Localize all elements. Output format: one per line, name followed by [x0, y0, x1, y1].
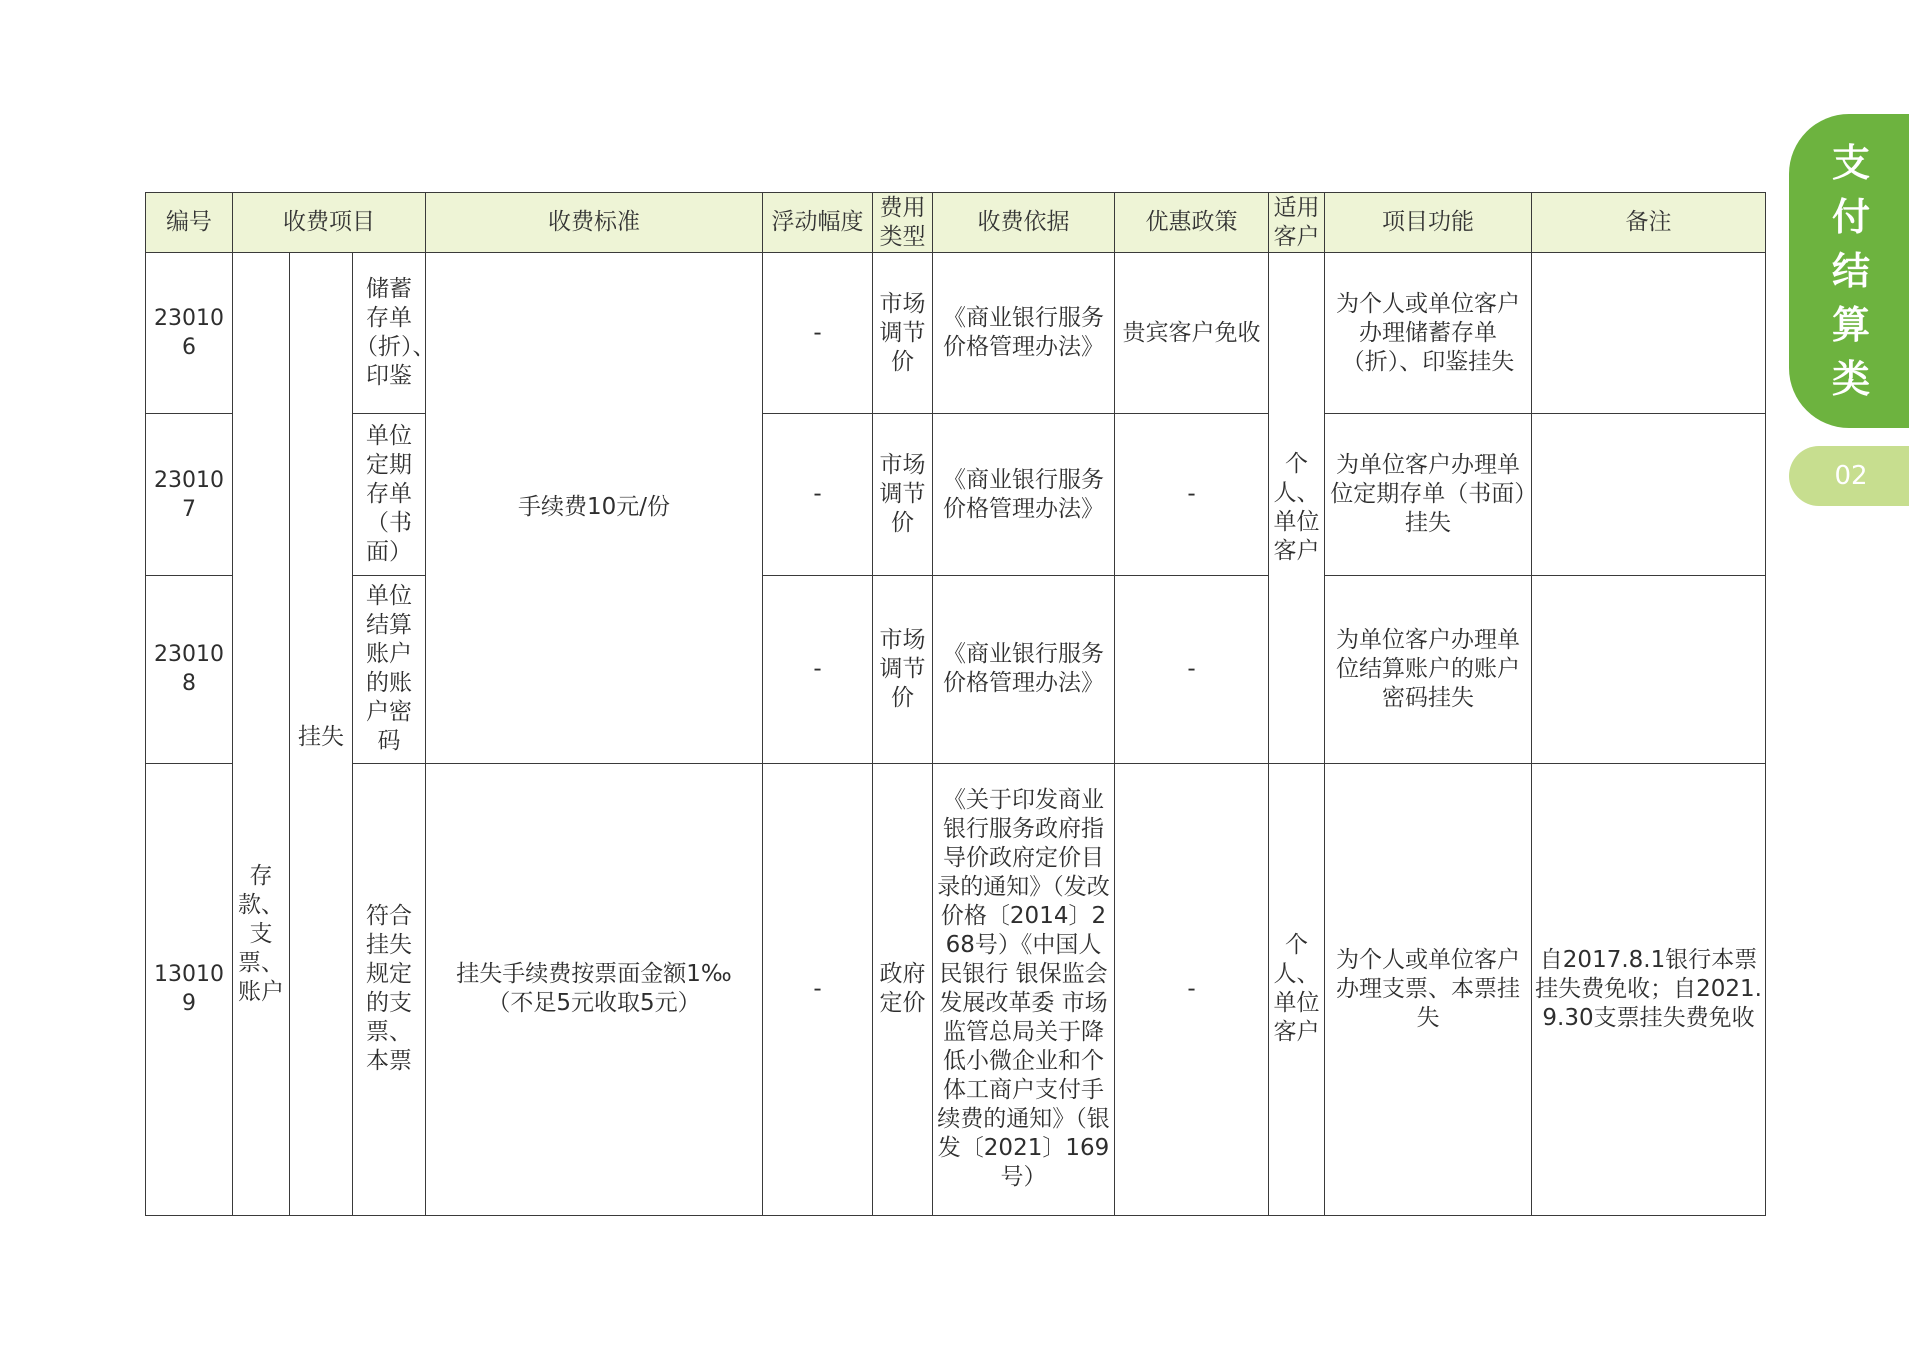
table-row [146, 763, 1766, 1216]
header-preferential: 优惠政策 [1115, 193, 1269, 253]
table-header-row [146, 193, 1766, 253]
cell-customer: 个人、单位客户 [1269, 253, 1325, 764]
cell-fee-type: 市场调节价 [873, 414, 933, 576]
header-code: 编号 [146, 193, 233, 253]
cell-customer: 个人、单位客户 [1269, 763, 1325, 1216]
cell-basis: 《关于印发商业银行服务政府指导价政府定价目录的通知》（发改价格〔2014〕268号）《中国人民银行 银保监会 发展改革委 市场监管总局关于降低小微企业和个体工商户支付手续费的通知》（银发〔2021〕169号） [933, 763, 1115, 1216]
cell-remark: 自2017.8.1银行本票挂失费免收；自2021.9.30支票挂失费免收 [1532, 763, 1766, 1216]
cell-code: 230106 [146, 253, 233, 414]
header-function: 项目功能 [1325, 193, 1532, 253]
header-standard: 收费标准 [426, 193, 763, 253]
cell-detail: 单位结算账户的账户密码 [353, 576, 426, 763]
chapter-char: 结 [1831, 249, 1870, 293]
cell-fee-type: 市场调节价 [873, 253, 933, 414]
cell-sub-item: 挂失 [290, 253, 353, 1216]
table-row [146, 253, 1766, 414]
cell-float: - [763, 253, 873, 414]
cell-code: 130109 [146, 763, 233, 1216]
cell-detail: 单位定期存单（书面） [353, 414, 426, 576]
cell-basis: 《商业银行服务价格管理办法》 [933, 576, 1115, 763]
fee-table [145, 192, 1766, 1216]
cell-remark [1532, 576, 1766, 763]
cell-detail: 符合挂失规定的支票、本票 [353, 763, 426, 1216]
header-basis: 收费依据 [933, 193, 1115, 253]
cell-preferential: - [1115, 576, 1269, 763]
cell-preferential: 贵宾客户免收 [1115, 253, 1269, 414]
cell-standard: 挂失手续费按票面金额1‰（不足5元收取5元） [426, 763, 763, 1216]
cell-remark [1532, 253, 1766, 414]
cell-standard: 手续费10元/份 [426, 253, 763, 764]
chapter-tab [1789, 114, 1909, 428]
cell-group-item: 存款、支票、账户 [233, 253, 290, 1216]
chapter-char: 类 [1831, 357, 1870, 401]
cell-function: 为个人或单位客户办理支票、本票挂失 [1325, 763, 1532, 1216]
cell-basis: 《商业银行服务价格管理办法》 [933, 253, 1115, 414]
table-row [146, 576, 1766, 763]
cell-detail: 储蓄存单（折）、印鉴 [353, 253, 426, 414]
cell-fee-type: 市场调节价 [873, 576, 933, 763]
cell-preferential: - [1115, 414, 1269, 576]
header-fee-type: 费用类型 [873, 193, 933, 253]
cell-code: 230107 [146, 414, 233, 576]
cell-float: - [763, 763, 873, 1216]
cell-preferential: - [1115, 763, 1269, 1216]
chapter-char: 算 [1831, 303, 1870, 347]
header-remark: 备注 [1532, 193, 1766, 253]
page-number: 02 [1789, 446, 1909, 506]
cell-basis: 《商业银行服务价格管理办法》 [933, 414, 1115, 576]
header-item: 收费项目 [233, 193, 426, 253]
table-row [146, 414, 1766, 576]
chapter-char: 付 [1831, 195, 1870, 239]
cell-fee-type: 政府定价 [873, 763, 933, 1216]
cell-code: 230108 [146, 576, 233, 763]
header-customer: 适用客户 [1269, 193, 1325, 253]
cell-function: 为单位客户办理单位定期存单（书面）挂失 [1325, 414, 1532, 576]
cell-remark [1532, 414, 1766, 576]
cell-function: 为个人或单位客户办理储蓄存单（折）、印鉴挂失 [1325, 253, 1532, 414]
cell-float: - [763, 576, 873, 763]
cell-float: - [763, 414, 873, 576]
header-float: 浮动幅度 [763, 193, 873, 253]
chapter-char: 支 [1831, 141, 1870, 185]
cell-function: 为单位客户办理单位结算账户的账户密码挂失 [1325, 576, 1532, 763]
